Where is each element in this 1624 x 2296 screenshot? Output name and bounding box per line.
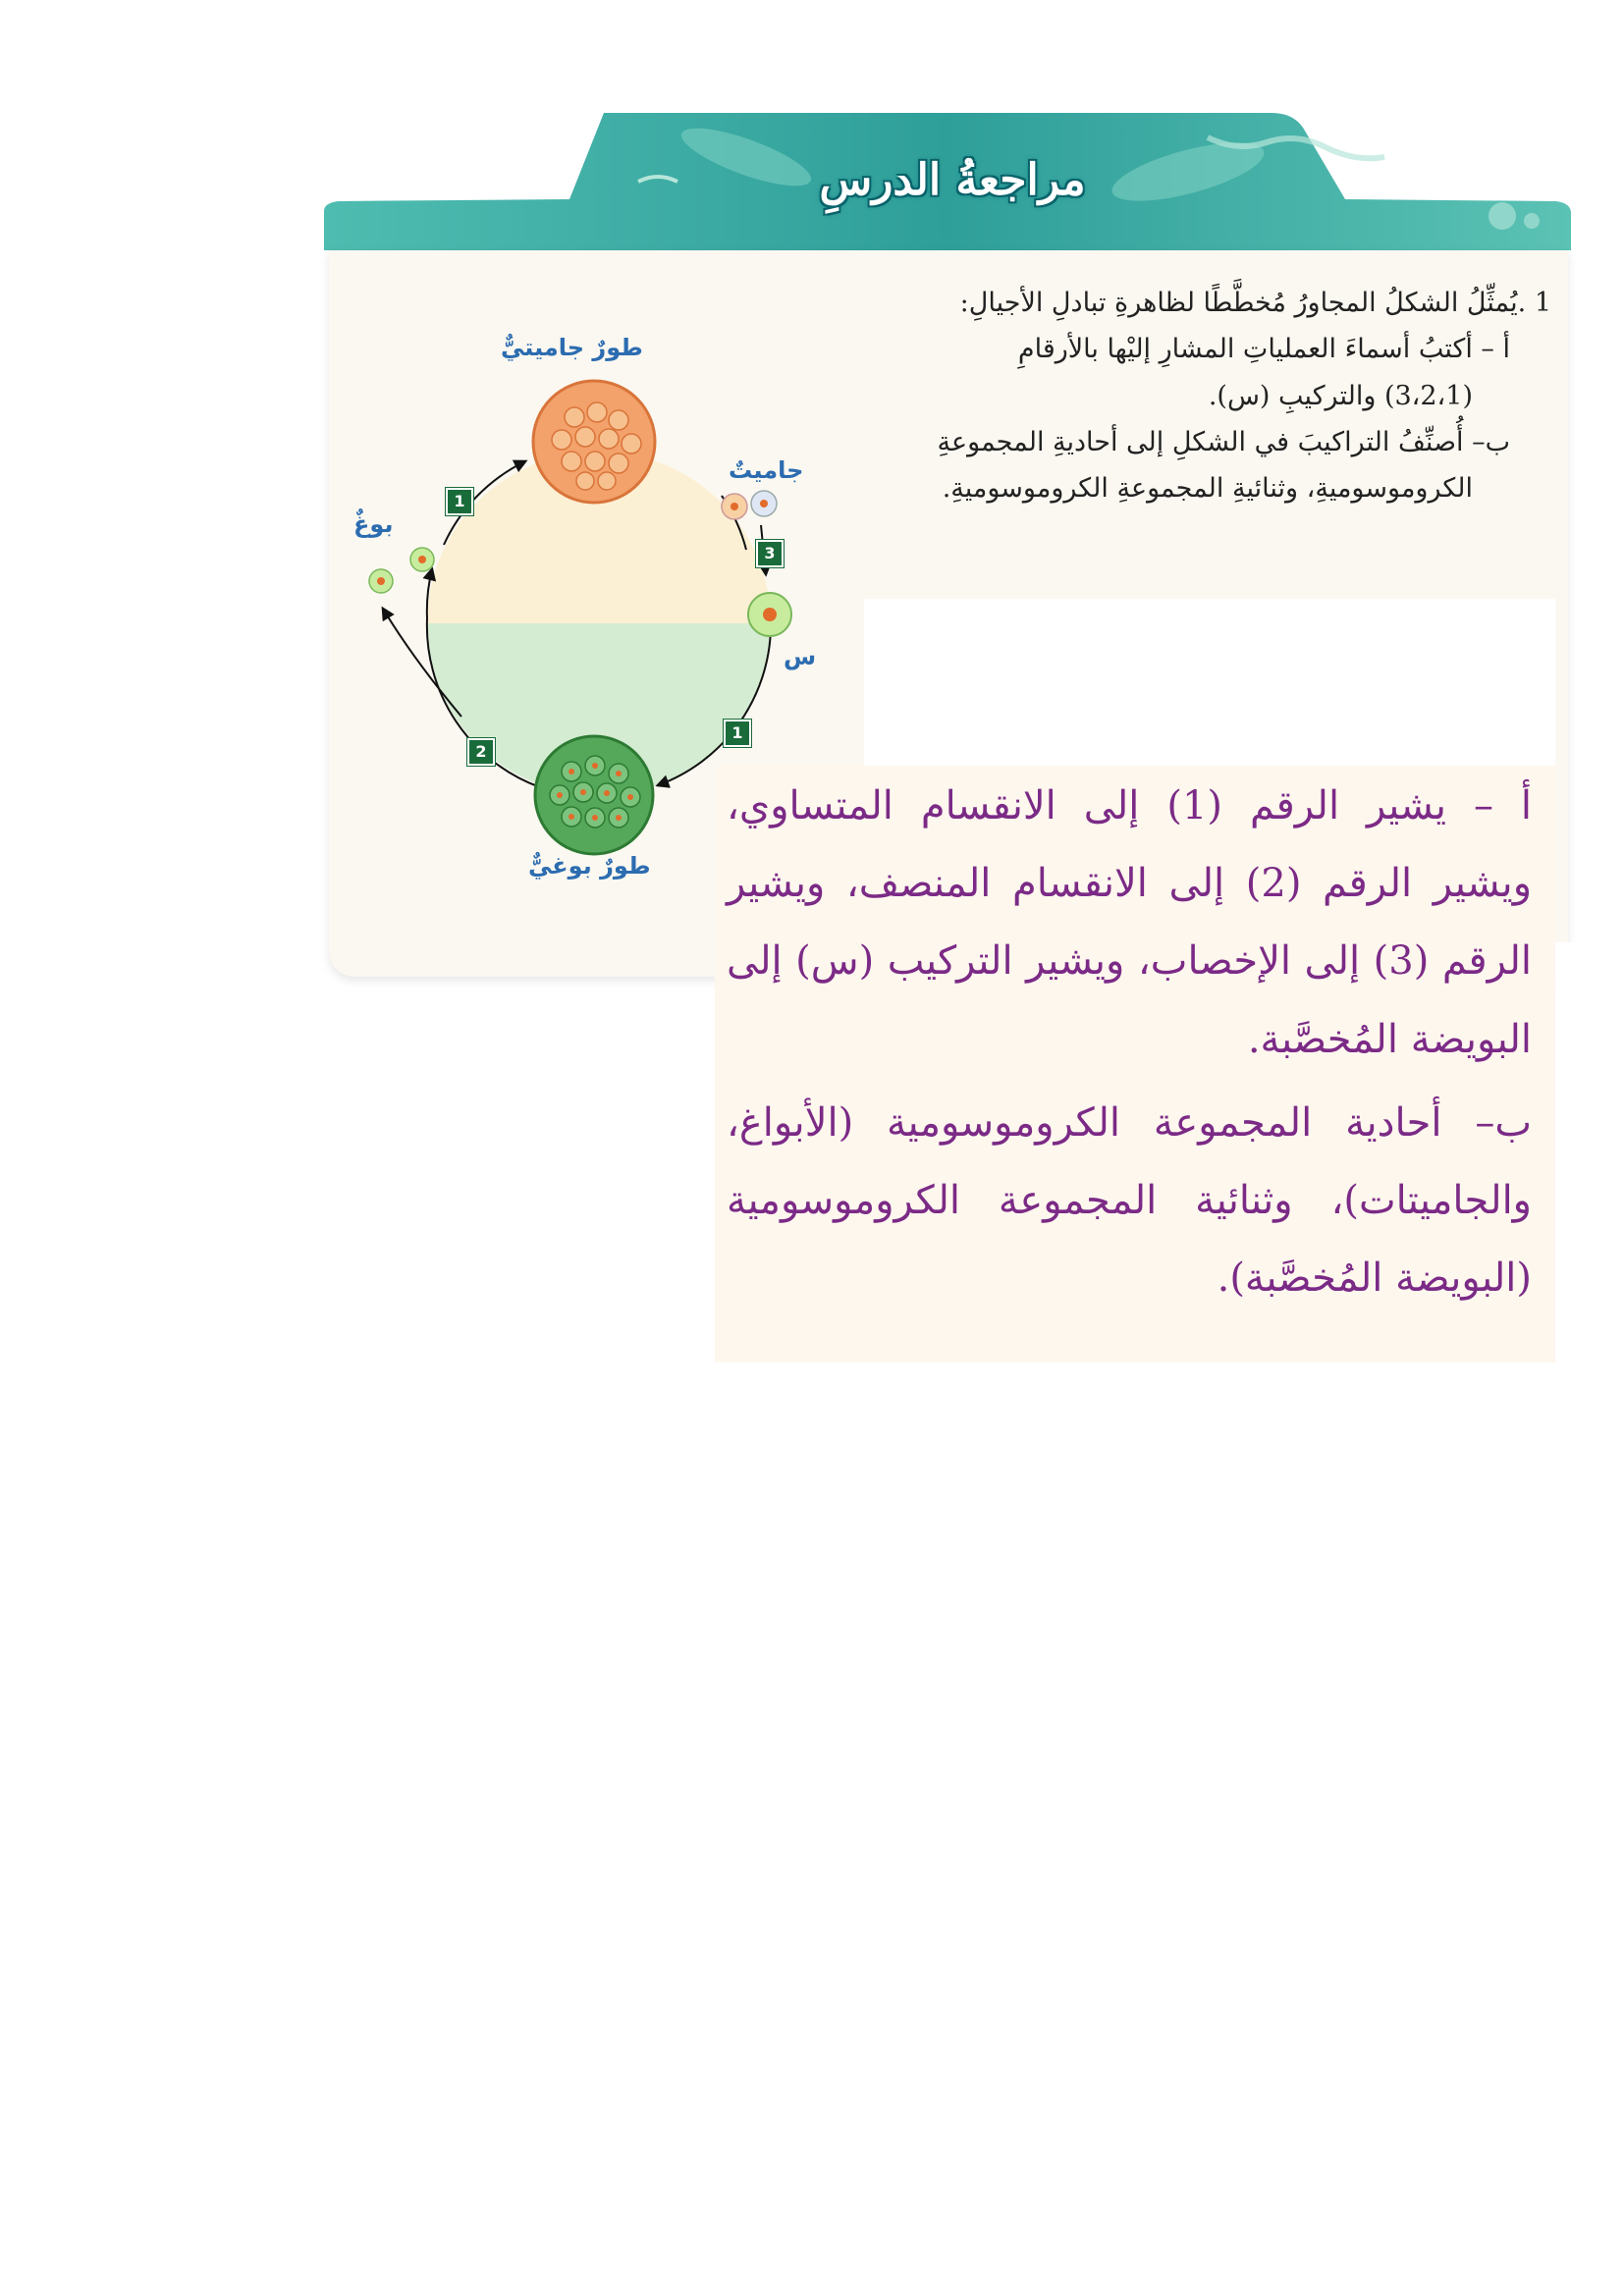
- answer-part-b: [727, 1085, 1532, 1318]
- question-part-a-line-2: (3،2،1) والتركيبِ (س).: [1208, 380, 1473, 411]
- question-part-b-line-1: ب– أُصنِّفُ التراكيبَ في الشكلِ إلى أحاديةِ المجموعةِ: [937, 426, 1510, 457]
- question-block: [849, 280, 1551, 511]
- answer-part-a: [727, 768, 1532, 1079]
- spore-cells: [369, 548, 434, 593]
- sporophyte-label: طورٌ بوغيٌّ: [528, 852, 651, 880]
- question-part-b-line-2: الكروموسوميةِ، وثنائيةِ المجموعةِ الكروموسوميةِ.: [942, 473, 1473, 504]
- answer-block: [727, 768, 1532, 1317]
- answer-part-a-text: يشير الرقم (1) إلى الانقسام المتساوي، ويشير الرقم (2) إلى الانقسام المنصف، ويشير الرقم (3) إلى الإخصاب، ويشير التركيب (س) إلى البويضة المُخصَّبة.: [727, 783, 1533, 1062]
- gamete-label: جاميتٌ: [729, 456, 804, 484]
- question-line-1: 1 .يُمثِّلُ الشكلُ المجاورُ مُخطَّطًا لظاهرةِ تبادلِ الأجيالِ:: [959, 288, 1551, 318]
- structure-s-label: س: [784, 643, 817, 670]
- question-part-a-line-1: أ – أكتبُ أسماءَ العملياتِ المشارِ إليْها بالأرقامِ: [1017, 334, 1510, 365]
- step-1-bottom-box: 1: [724, 720, 751, 747]
- answer-part-b-text: أحادية المجموعة الكروموسومية (الأبواغ، والجاميتات)، وثنائية المجموعة الكروموسومية (البويضة المُخصَّبة).: [727, 1099, 1532, 1302]
- gametophyte-cluster: [533, 381, 655, 503]
- sporophyte-cluster: [535, 736, 653, 854]
- answer-part-a-label: أ –: [1473, 783, 1533, 828]
- answer-part-b-label: ب–: [1475, 1099, 1532, 1146]
- step-2-box: 2: [467, 738, 495, 766]
- spore-label: بوغٌ: [353, 510, 394, 538]
- answer-box-top-gap: [864, 599, 1555, 766]
- gamete-cells: [722, 491, 777, 519]
- banner-title: مراجعةُ الدرسِ: [819, 155, 1086, 205]
- answer-box-edge: [1555, 942, 1575, 982]
- zygote-cell: [748, 593, 791, 636]
- step-3-box: 3: [756, 540, 784, 567]
- step-1-top-box: 1: [446, 488, 473, 515]
- gametophyte-label: طورٌ جاميتيٌّ: [501, 334, 643, 361]
